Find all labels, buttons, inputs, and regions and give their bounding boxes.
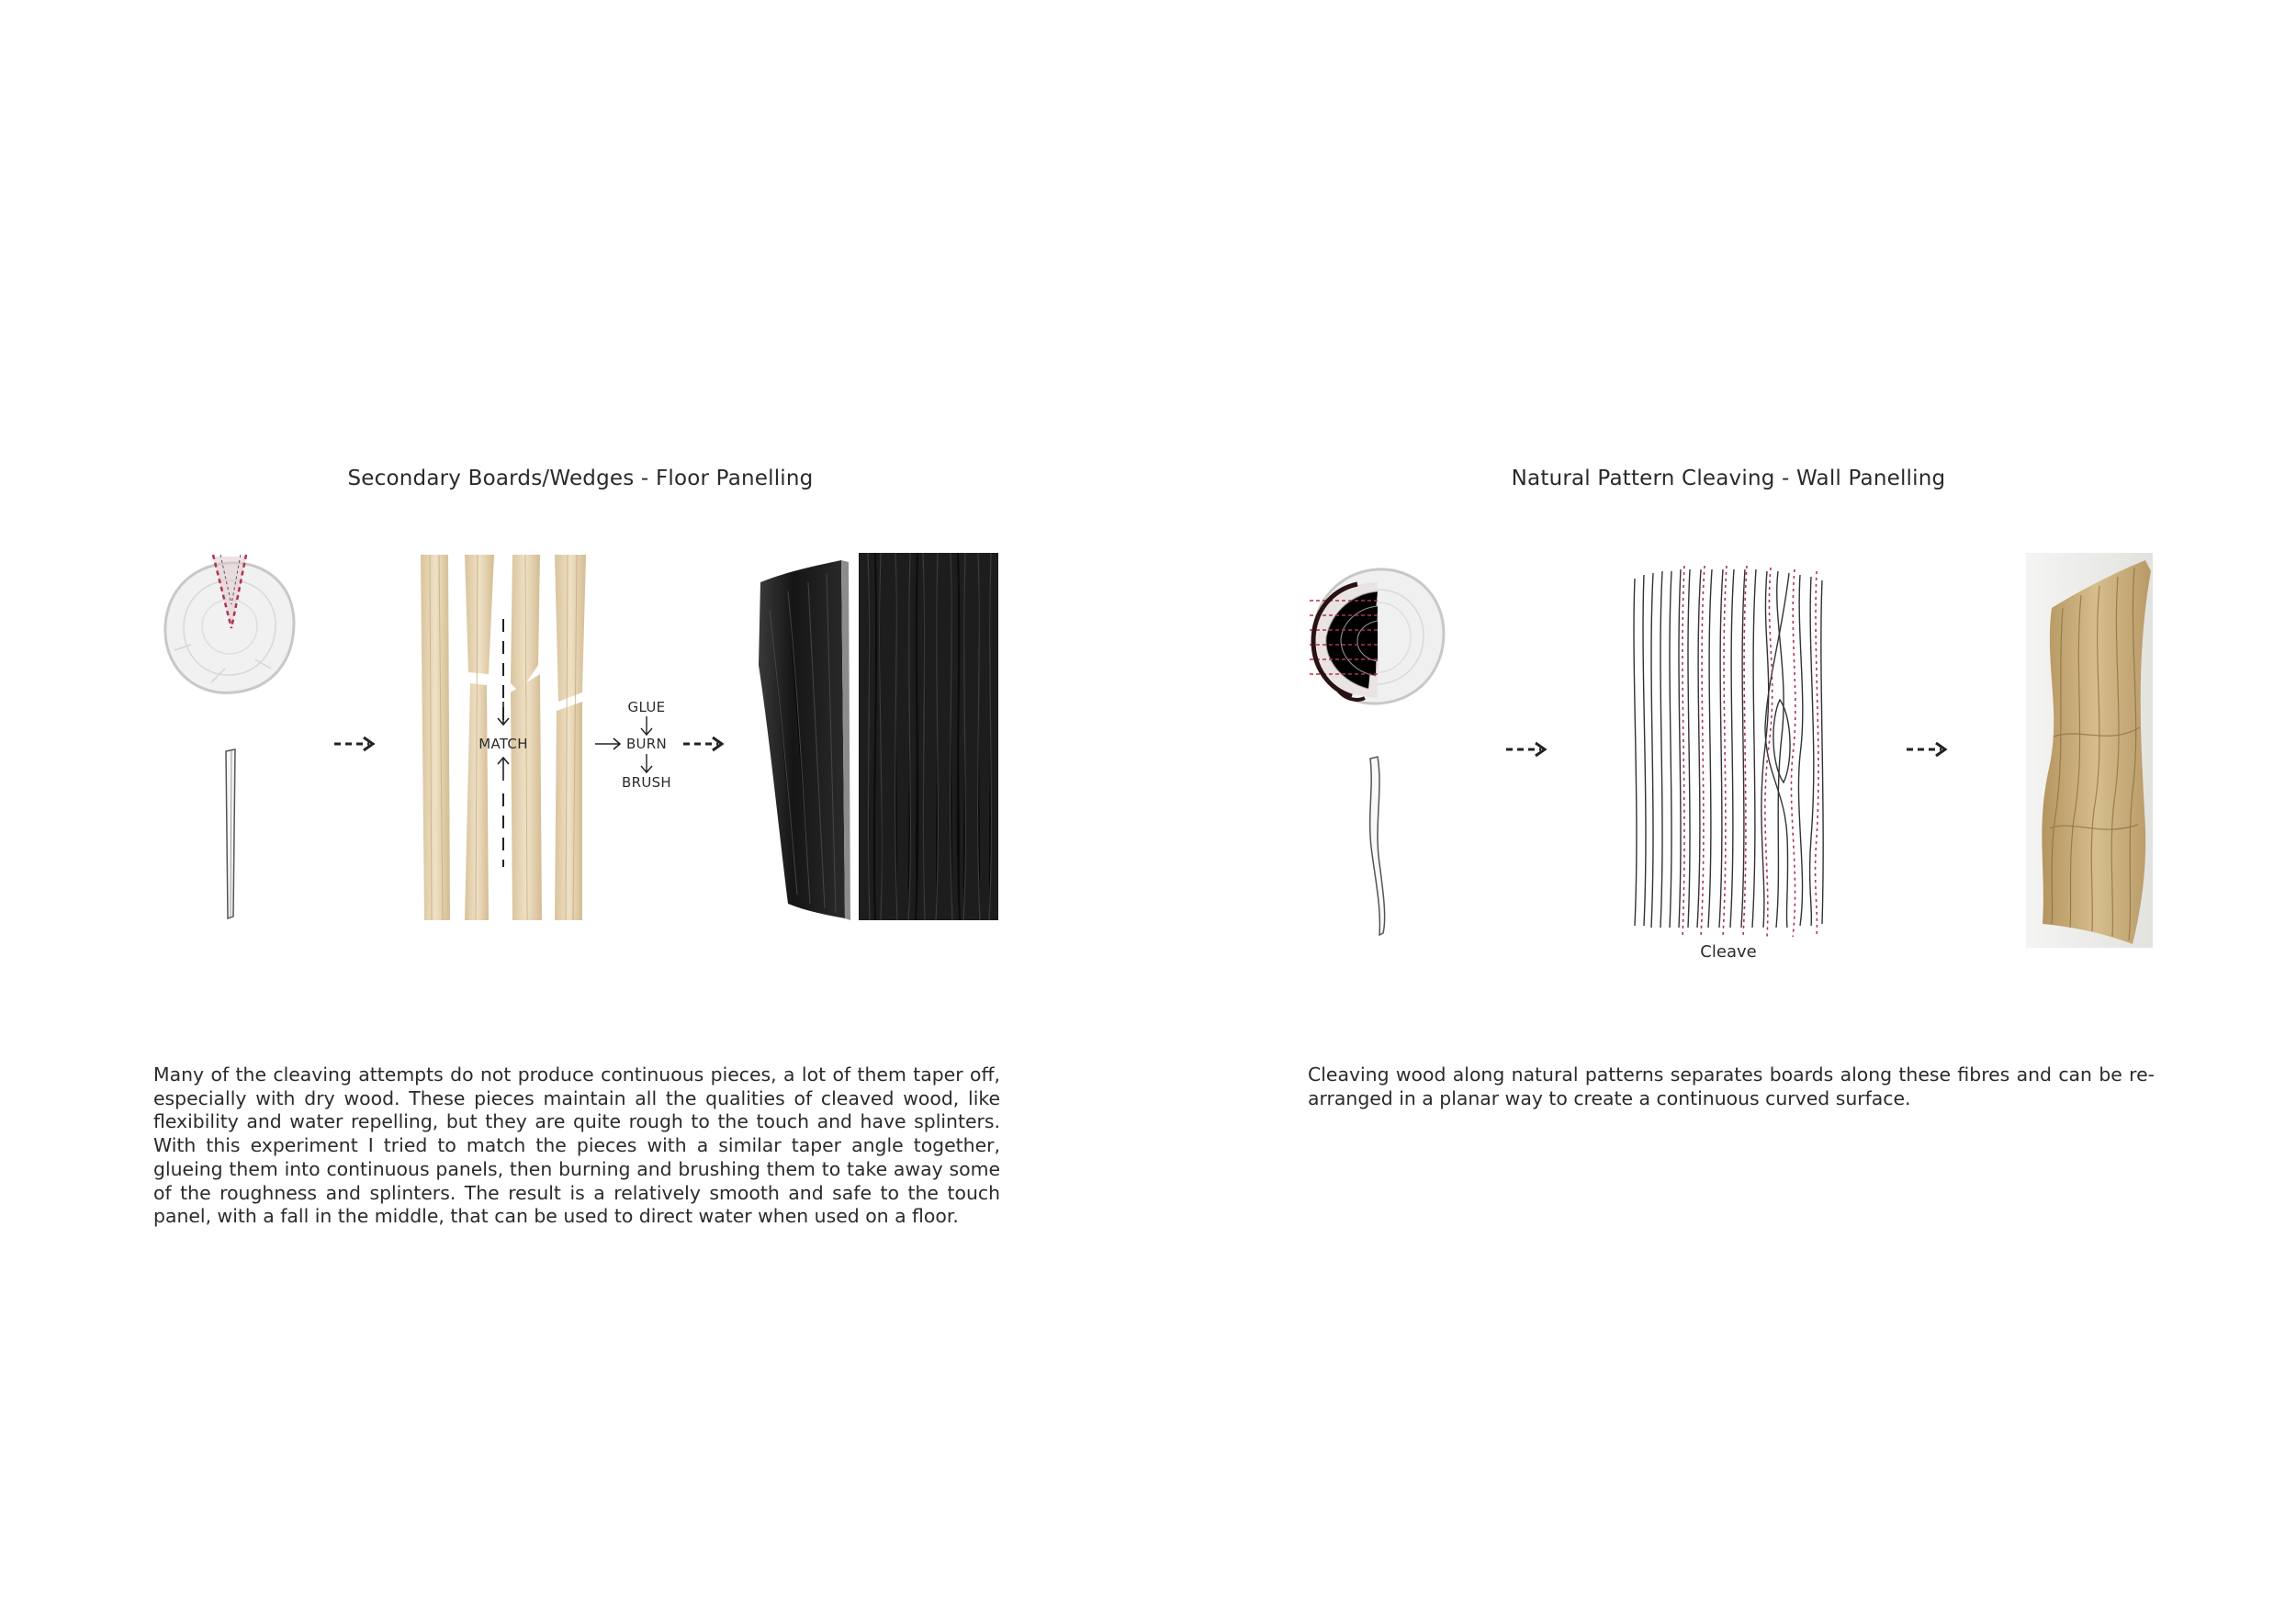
tapered-board: [211, 746, 257, 920]
charred-panel-face: [859, 553, 998, 920]
right-panel-description: Cleaving wood along natural patterns separates boards along these fibres and can be re-arranged in a planar way to create a continuous curved surface.: [1308, 1063, 2155, 1109]
process-arrow-2: [681, 733, 727, 755]
process-arrow-1: [332, 733, 378, 755]
process-arrow-4: [1905, 738, 1951, 760]
right-panel-title: Natural Pattern Cleaving - Wall Panelling: [1511, 467, 1946, 490]
process-arrow-3: [1504, 738, 1550, 760]
oak-wall-panel: [2026, 553, 2153, 948]
step-glue-label: GLUE: [627, 699, 666, 715]
left-panel-title: Secondary Boards/Wedges - Floor Panelling: [347, 467, 814, 490]
step-brush-label: BRUSH: [622, 774, 671, 791]
charred-panel-side: [742, 555, 852, 922]
burn-to-brush-arrow: [638, 753, 655, 775]
step-match-label: MATCH: [478, 736, 528, 752]
glue-to-burn-arrow: [638, 715, 655, 737]
log-cross-section-pattern: [1304, 564, 1451, 711]
step-burn-label: BURN: [625, 736, 668, 752]
grain-pattern-drawing: [1627, 562, 1829, 939]
log-cross-section-wedge: [156, 549, 303, 705]
curved-board: [1363, 753, 1400, 937]
match-arrow-down: [494, 700, 512, 727]
cleave-label: Cleave: [1700, 942, 1757, 962]
match-arrow-up: [494, 755, 512, 782]
left-panel-description: Many of the cleaving attempts do not produce continuous pieces, a lot of them taper off, especially with dry wood. These pieces maintain all the qualities of cleaved wood, like flexibility and water repelling, but they are quite rough to the touch and have splinters. With this experiment I tried to match the pieces with a similar taper angle together, glueing them into continuous panels, then burning and brushing them to take away some of the roughness and splinters. The result is a relatively smooth and safe to the touch panel, with a fall in the middle, that can be used to direct water when used on a floor.: [153, 1063, 1000, 1228]
